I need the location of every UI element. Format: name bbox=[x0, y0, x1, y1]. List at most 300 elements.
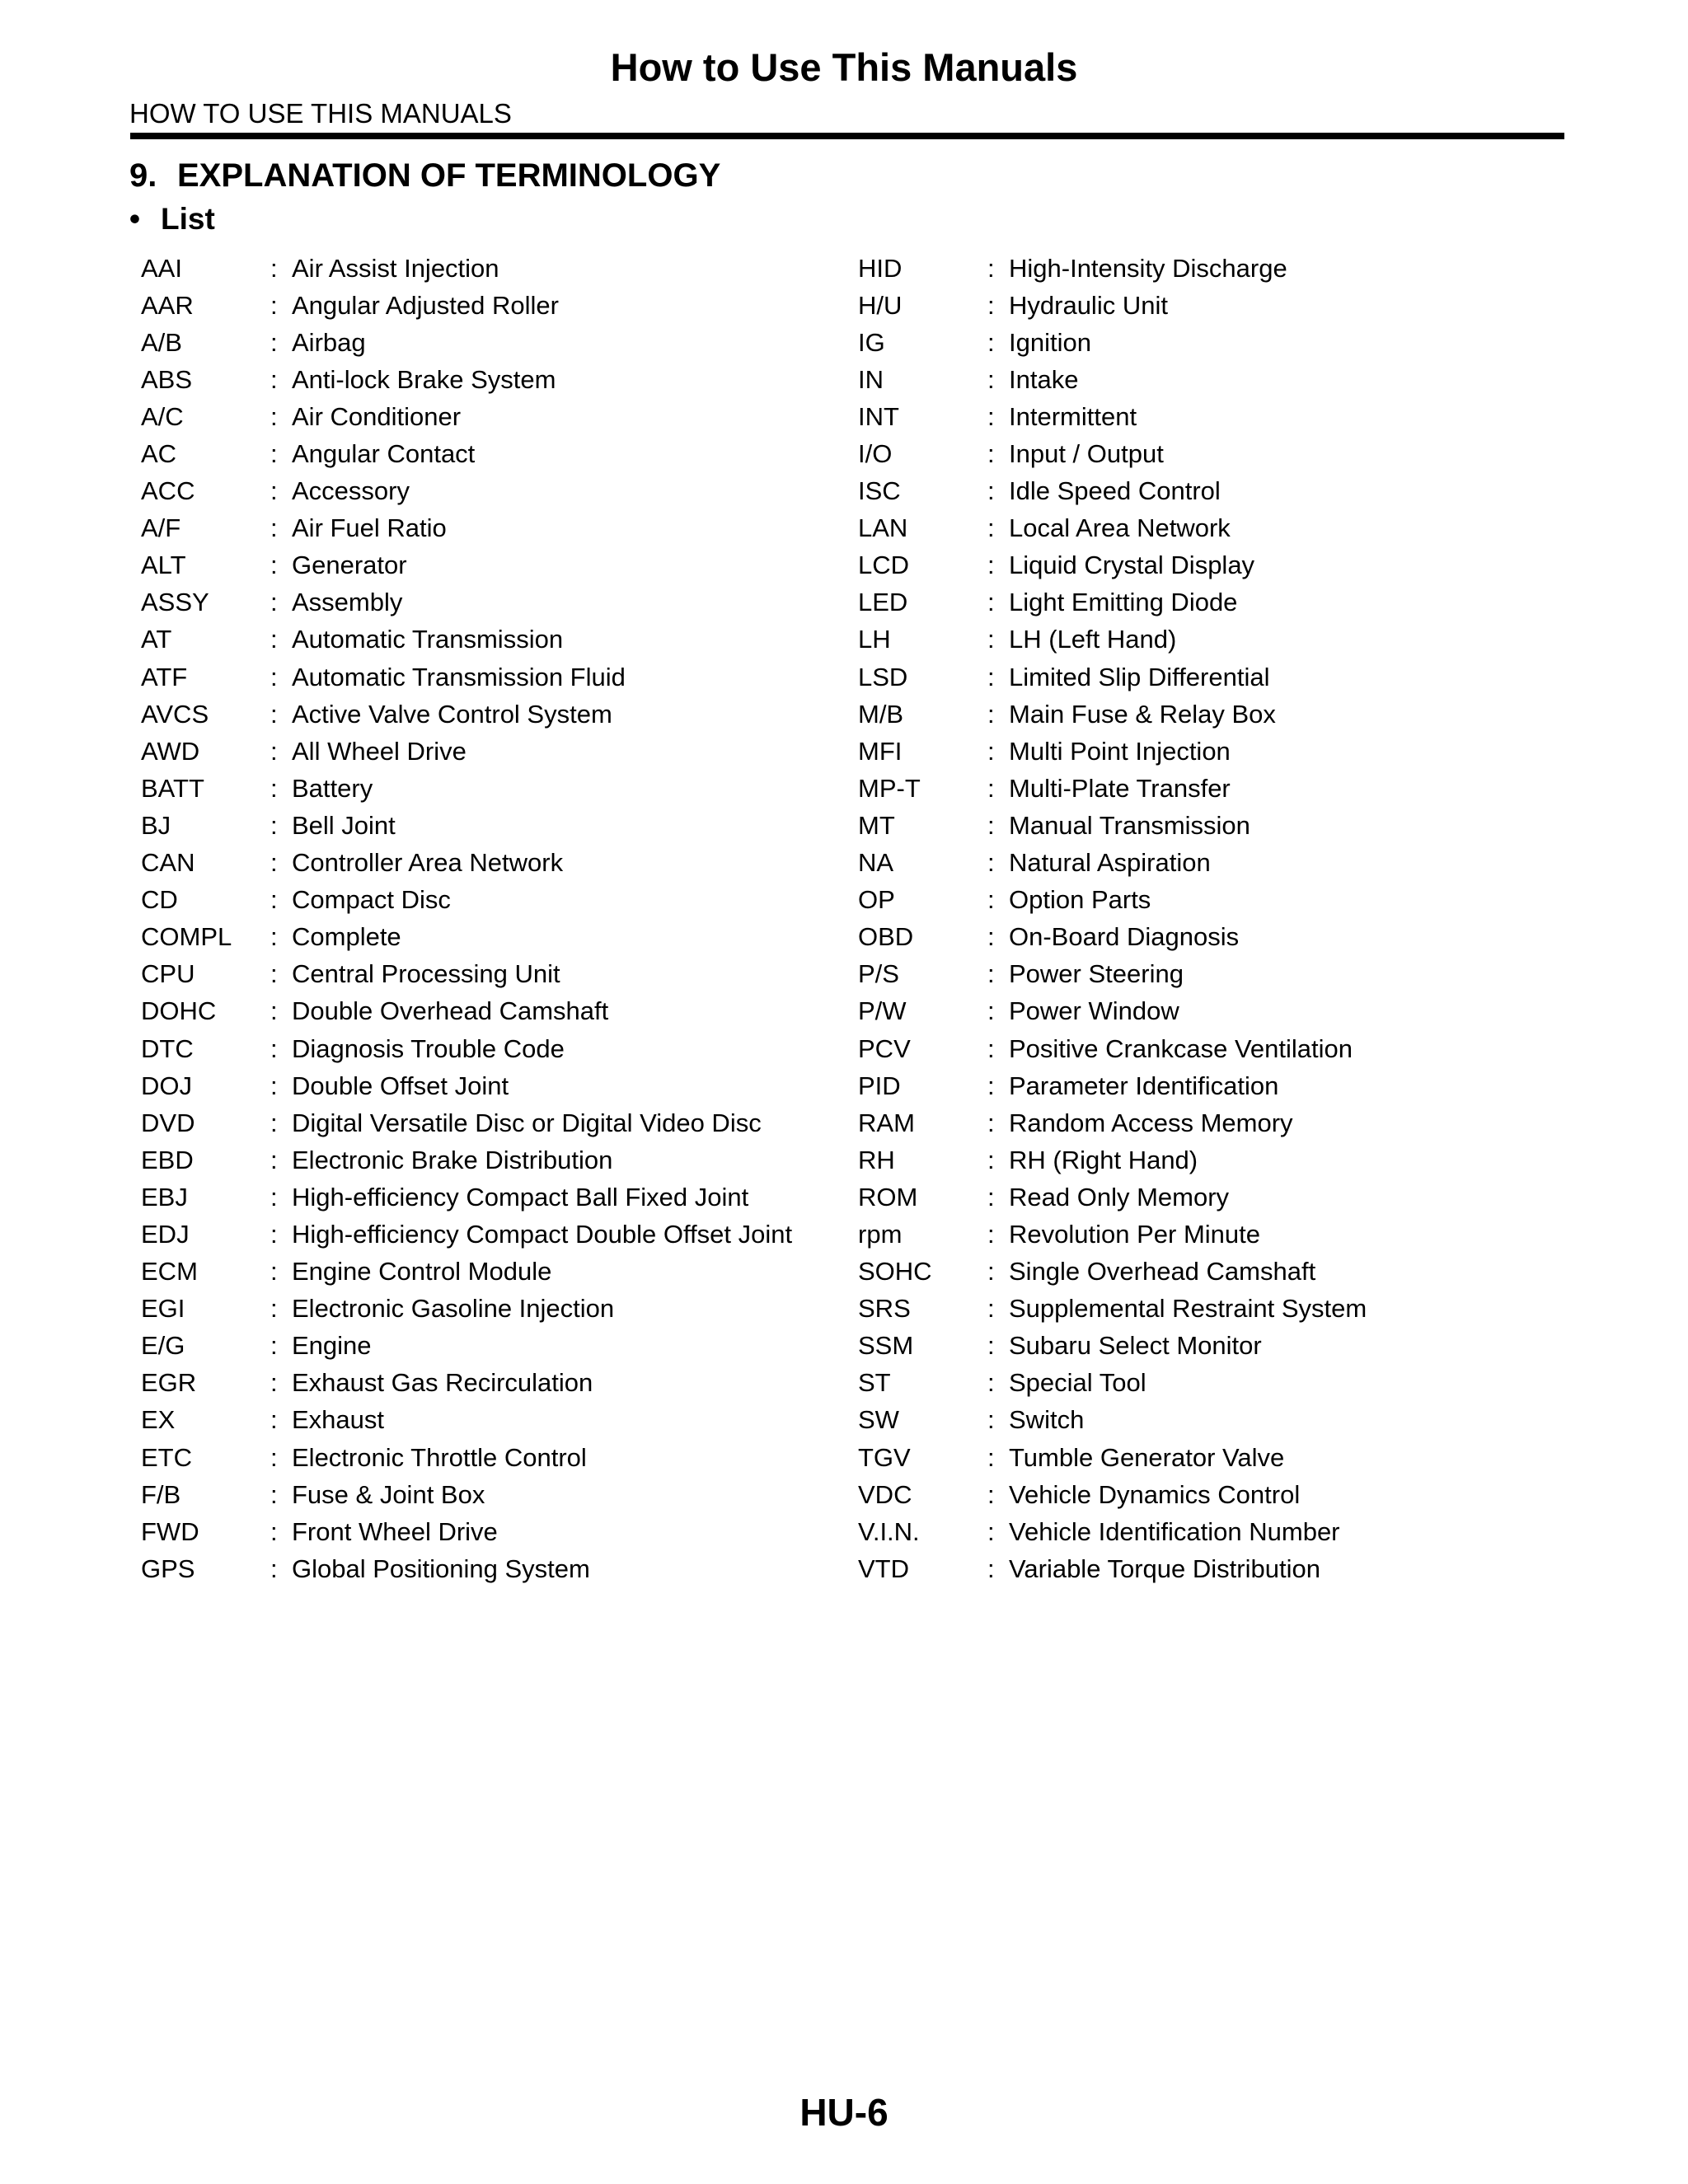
term-abbreviation: ACC bbox=[141, 476, 195, 506]
term-abbreviation: TGV bbox=[858, 1442, 911, 1472]
term-row bbox=[141, 919, 792, 956]
term-meaning: Tumble Generator Valve bbox=[1009, 1442, 1285, 1472]
term-separator: : bbox=[987, 551, 995, 580]
term-meaning: Electronic Throttle Control bbox=[292, 1442, 587, 1472]
term-row bbox=[858, 1141, 1367, 1179]
term-row bbox=[858, 1216, 1367, 1253]
term-separator: : bbox=[270, 1405, 278, 1435]
term-abbreviation: EBD bbox=[141, 1145, 194, 1174]
term-meaning: RH (Right Hand) bbox=[1009, 1145, 1198, 1174]
term-abbreviation: AAR bbox=[141, 290, 194, 320]
term-abbreviation: VTD bbox=[858, 1554, 909, 1583]
page-number: HU-6 bbox=[799, 2091, 889, 2134]
term-separator: : bbox=[987, 699, 995, 729]
term-row bbox=[858, 845, 1367, 882]
term-meaning: Battery bbox=[292, 773, 373, 803]
term-separator: : bbox=[987, 996, 995, 1026]
term-row bbox=[141, 1254, 792, 1291]
term-separator: : bbox=[987, 736, 995, 766]
term-abbreviation: BATT bbox=[141, 773, 204, 803]
term-row bbox=[141, 658, 792, 696]
term-row bbox=[858, 287, 1367, 324]
term-abbreviation: LH bbox=[858, 625, 891, 654]
term-row bbox=[858, 1328, 1367, 1365]
running-header: HOW TO USE THIS MANUALS bbox=[129, 98, 512, 129]
term-abbreviation: ETC bbox=[141, 1442, 192, 1472]
term-separator: : bbox=[987, 1145, 995, 1174]
term-separator: : bbox=[987, 1442, 995, 1472]
term-separator: : bbox=[987, 1479, 995, 1509]
term-abbreviation: SRS bbox=[858, 1294, 911, 1324]
term-separator: : bbox=[987, 1033, 995, 1063]
term-row bbox=[858, 807, 1367, 844]
term-row bbox=[141, 361, 792, 398]
term-row bbox=[858, 398, 1367, 435]
term-meaning: Automatic Transmission bbox=[292, 625, 564, 654]
term-meaning: Revolution Per Minute bbox=[1009, 1219, 1260, 1249]
term-separator: : bbox=[987, 327, 995, 357]
term-separator: : bbox=[987, 439, 995, 469]
term-separator: : bbox=[270, 1554, 278, 1583]
term-meaning: Double Offset Joint bbox=[292, 1071, 509, 1100]
term-abbreviation: INT bbox=[858, 401, 899, 431]
term-separator: : bbox=[270, 736, 278, 766]
term-meaning: Fuse & Joint Box bbox=[292, 1479, 485, 1509]
term-row bbox=[141, 1104, 792, 1141]
term-abbreviation: CD bbox=[141, 885, 178, 915]
term-row bbox=[858, 919, 1367, 956]
term-abbreviation: DOHC bbox=[141, 996, 217, 1026]
term-abbreviation: LED bbox=[858, 588, 908, 617]
term-abbreviation: AT bbox=[141, 625, 172, 654]
term-meaning: Subaru Select Monitor bbox=[1009, 1331, 1262, 1361]
term-row bbox=[141, 993, 792, 1030]
term-meaning: Switch bbox=[1009, 1405, 1085, 1435]
term-abbreviation: P/S bbox=[858, 959, 899, 989]
term-separator: : bbox=[270, 1219, 278, 1249]
term-meaning: Engine Control Module bbox=[292, 1257, 552, 1286]
term-separator: : bbox=[270, 1033, 278, 1063]
term-meaning: Natural Aspiration bbox=[1009, 848, 1211, 878]
term-meaning: Global Positioning System bbox=[292, 1554, 590, 1583]
term-meaning: Read Only Memory bbox=[1009, 1182, 1230, 1212]
term-meaning: Digital Versatile Disc or Digital Video Disc bbox=[292, 1108, 762, 1137]
page-title: How to Use This Manuals bbox=[610, 45, 1078, 89]
term-abbreviation: CAN bbox=[141, 848, 195, 878]
term-meaning: Air Conditioner bbox=[292, 401, 462, 431]
term-abbreviation: AWD bbox=[141, 736, 200, 766]
term-separator: : bbox=[987, 1294, 995, 1324]
term-meaning: Compact Disc bbox=[292, 885, 451, 915]
term-abbreviation: EX bbox=[141, 1405, 176, 1435]
term-separator: : bbox=[987, 364, 995, 394]
term-separator: : bbox=[270, 364, 278, 394]
term-meaning: Generator bbox=[292, 551, 407, 580]
term-row bbox=[141, 807, 792, 844]
term-abbreviation: F/B bbox=[141, 1479, 181, 1509]
term-abbreviation: A/C bbox=[141, 401, 184, 431]
term-row bbox=[141, 696, 792, 733]
term-separator: : bbox=[987, 1516, 995, 1546]
term-separator: : bbox=[987, 662, 995, 691]
term-meaning: Engine bbox=[292, 1331, 372, 1361]
term-separator: : bbox=[987, 253, 995, 283]
term-row bbox=[141, 1365, 792, 1402]
term-separator: : bbox=[270, 1294, 278, 1324]
term-abbreviation: M/B bbox=[858, 699, 904, 729]
term-abbreviation: P/W bbox=[858, 996, 907, 1026]
term-row bbox=[858, 1291, 1367, 1328]
term-separator: : bbox=[270, 551, 278, 580]
term-meaning: Electronic Gasoline Injection bbox=[292, 1294, 615, 1324]
term-row bbox=[858, 1402, 1367, 1439]
term-abbreviation: FWD bbox=[141, 1516, 199, 1546]
term-abbreviation: LAN bbox=[858, 513, 908, 543]
term-abbreviation: MT bbox=[858, 810, 895, 840]
term-separator: : bbox=[987, 1071, 995, 1100]
term-abbreviation: OBD bbox=[858, 922, 914, 952]
term-abbreviation: CPU bbox=[141, 959, 195, 989]
term-meaning: Power Steering bbox=[1009, 959, 1184, 989]
term-row bbox=[141, 435, 792, 472]
term-row bbox=[141, 1513, 792, 1550]
term-abbreviation: ECM bbox=[141, 1257, 198, 1286]
term-row bbox=[141, 621, 792, 658]
term-separator: : bbox=[987, 1219, 995, 1249]
term-meaning: Parameter Identification bbox=[1009, 1071, 1279, 1100]
term-abbreviation: EDJ bbox=[141, 1219, 190, 1249]
term-abbreviation: A/B bbox=[141, 327, 182, 357]
term-separator: : bbox=[270, 1442, 278, 1472]
term-separator: : bbox=[987, 810, 995, 840]
term-row bbox=[141, 250, 792, 287]
term-separator: : bbox=[270, 1108, 278, 1137]
term-meaning: Air Assist Injection bbox=[292, 253, 499, 283]
term-separator: : bbox=[270, 1257, 278, 1286]
term-meaning: Main Fuse & Relay Box bbox=[1009, 699, 1276, 729]
term-abbreviation: PCV bbox=[858, 1033, 911, 1063]
term-row bbox=[858, 1179, 1367, 1216]
term-separator: : bbox=[987, 290, 995, 320]
term-separator: : bbox=[270, 996, 278, 1026]
term-row bbox=[141, 1328, 792, 1365]
term-separator: : bbox=[987, 1405, 995, 1435]
term-meaning: Hydraulic Unit bbox=[1009, 290, 1168, 320]
term-abbreviation: HID bbox=[858, 253, 903, 283]
term-meaning: Supplemental Restraint System bbox=[1009, 1294, 1367, 1324]
term-separator: : bbox=[987, 513, 995, 543]
term-abbreviation: SOHC bbox=[858, 1257, 932, 1286]
term-row bbox=[858, 1030, 1367, 1067]
term-abbreviation: I/O bbox=[858, 439, 893, 469]
term-row bbox=[141, 287, 792, 324]
section-title: EXPLANATION OF TERMINOLOGY bbox=[177, 157, 721, 194]
term-row bbox=[858, 1550, 1367, 1587]
term-row bbox=[141, 584, 792, 621]
term-separator: : bbox=[270, 1331, 278, 1361]
term-abbreviation: PID bbox=[858, 1071, 901, 1100]
term-abbreviation: DTC bbox=[141, 1033, 194, 1063]
term-row bbox=[858, 435, 1367, 472]
term-row bbox=[141, 1550, 792, 1587]
term-abbreviation: ATF bbox=[141, 662, 188, 691]
term-meaning: Multi-Plate Transfer bbox=[1009, 773, 1231, 803]
term-row bbox=[858, 696, 1367, 733]
term-row bbox=[141, 1216, 792, 1253]
term-meaning: Light Emitting Diode bbox=[1009, 588, 1238, 617]
term-meaning: LH (Left Hand) bbox=[1009, 625, 1177, 654]
term-meaning: Idle Speed Control bbox=[1009, 476, 1221, 506]
term-meaning: Power Window bbox=[1009, 996, 1179, 1026]
term-abbreviation: ALT bbox=[141, 551, 186, 580]
term-meaning: Random Access Memory bbox=[1009, 1108, 1293, 1137]
term-separator: : bbox=[987, 773, 995, 803]
term-abbreviation: RAM bbox=[858, 1108, 915, 1137]
term-row bbox=[858, 993, 1367, 1030]
term-separator: : bbox=[270, 513, 278, 543]
term-meaning: Multi Point Injection bbox=[1009, 736, 1231, 766]
term-abbreviation: GPS bbox=[141, 1554, 195, 1583]
term-row bbox=[858, 658, 1367, 696]
term-row bbox=[141, 1402, 792, 1439]
term-abbreviation: AVCS bbox=[141, 699, 209, 729]
term-row bbox=[141, 733, 792, 770]
term-abbreviation: E/G bbox=[141, 1331, 185, 1361]
term-abbreviation: A/F bbox=[141, 513, 181, 543]
term-meaning: Anti-lock Brake System bbox=[292, 364, 556, 394]
header-divider bbox=[130, 133, 1564, 139]
term-meaning: Input / Output bbox=[1009, 439, 1164, 469]
term-row bbox=[858, 1067, 1367, 1104]
section-number: 9. bbox=[129, 157, 157, 194]
term-row bbox=[141, 845, 792, 882]
term-separator: : bbox=[270, 662, 278, 691]
term-row bbox=[858, 621, 1367, 658]
term-row bbox=[141, 1439, 792, 1476]
term-separator: : bbox=[987, 1257, 995, 1286]
term-meaning: Vehicle Dynamics Control bbox=[1009, 1479, 1301, 1509]
term-meaning: High-efficiency Compact Double Offset Joint bbox=[292, 1219, 793, 1249]
term-row bbox=[858, 510, 1367, 547]
term-meaning: Front Wheel Drive bbox=[292, 1516, 498, 1546]
term-meaning: High-efficiency Compact Ball Fixed Joint bbox=[292, 1182, 749, 1212]
term-separator: : bbox=[270, 625, 278, 654]
term-row bbox=[858, 584, 1367, 621]
term-row bbox=[141, 398, 792, 435]
term-abbreviation: BJ bbox=[141, 810, 171, 840]
term-separator: : bbox=[987, 1108, 995, 1137]
terminology-list-left bbox=[141, 250, 792, 1587]
term-separator: : bbox=[270, 848, 278, 878]
term-row bbox=[858, 473, 1367, 510]
term-meaning: Intake bbox=[1009, 364, 1079, 394]
term-meaning: Single Overhead Camshaft bbox=[1009, 1257, 1316, 1286]
term-separator: : bbox=[270, 959, 278, 989]
term-meaning: Air Fuel Ratio bbox=[292, 513, 447, 543]
term-meaning: Assembly bbox=[292, 588, 403, 617]
terminology-list-right bbox=[858, 250, 1367, 1587]
term-meaning: Exhaust bbox=[292, 1405, 385, 1435]
term-separator: : bbox=[270, 810, 278, 840]
term-separator: : bbox=[270, 1071, 278, 1100]
term-row bbox=[858, 1254, 1367, 1291]
term-row bbox=[141, 770, 792, 807]
term-abbreviation: AAI bbox=[141, 253, 182, 283]
term-separator: : bbox=[987, 476, 995, 506]
term-abbreviation: MP-T bbox=[858, 773, 921, 803]
term-abbreviation: SW bbox=[858, 1405, 899, 1435]
term-abbreviation: COMPL bbox=[141, 922, 232, 952]
term-abbreviation: LCD bbox=[858, 551, 910, 580]
term-abbreviation: NA bbox=[858, 848, 894, 878]
term-meaning: Variable Torque Distribution bbox=[1009, 1554, 1320, 1583]
term-abbreviation: H/U bbox=[858, 290, 903, 320]
term-separator: : bbox=[270, 1479, 278, 1509]
term-abbreviation: ROM bbox=[858, 1182, 918, 1212]
term-separator: : bbox=[270, 922, 278, 952]
term-separator: : bbox=[270, 699, 278, 729]
term-separator: : bbox=[987, 588, 995, 617]
term-separator: : bbox=[270, 588, 278, 617]
term-abbreviation: rpm bbox=[858, 1219, 903, 1249]
term-row bbox=[141, 1030, 792, 1067]
term-separator: : bbox=[270, 1368, 278, 1398]
term-meaning: High-Intensity Discharge bbox=[1009, 253, 1287, 283]
term-meaning: Electronic Brake Distribution bbox=[292, 1145, 613, 1174]
term-meaning: Ignition bbox=[1009, 327, 1091, 357]
term-meaning: Local Area Network bbox=[1009, 513, 1231, 543]
term-row bbox=[141, 547, 792, 584]
term-meaning: All Wheel Drive bbox=[292, 736, 467, 766]
term-row bbox=[141, 1067, 792, 1104]
term-abbreviation: DVD bbox=[141, 1108, 195, 1137]
term-abbreviation: LSD bbox=[858, 662, 908, 691]
term-row bbox=[858, 361, 1367, 398]
term-row bbox=[141, 1141, 792, 1179]
subsection-heading bbox=[129, 199, 215, 239]
term-separator: : bbox=[987, 1554, 995, 1583]
bullet-icon: • bbox=[129, 202, 140, 236]
term-abbreviation: OP bbox=[858, 885, 895, 915]
term-row bbox=[858, 733, 1367, 770]
term-row bbox=[141, 956, 792, 993]
term-separator: : bbox=[987, 922, 995, 952]
term-meaning: Manual Transmission bbox=[1009, 810, 1250, 840]
term-meaning: Bell Joint bbox=[292, 810, 396, 840]
term-meaning: Intermittent bbox=[1009, 401, 1137, 431]
term-separator: : bbox=[987, 401, 995, 431]
term-abbreviation: MFI bbox=[858, 736, 903, 766]
term-separator: : bbox=[987, 959, 995, 989]
term-row bbox=[141, 1476, 792, 1513]
term-meaning: Automatic Transmission Fluid bbox=[292, 662, 626, 691]
term-abbreviation: IG bbox=[858, 327, 885, 357]
term-separator: : bbox=[270, 439, 278, 469]
term-row bbox=[858, 1476, 1367, 1513]
term-abbreviation: DOJ bbox=[141, 1071, 192, 1100]
term-row bbox=[858, 956, 1367, 993]
term-separator: : bbox=[270, 773, 278, 803]
term-separator: : bbox=[270, 1516, 278, 1546]
term-abbreviation: RH bbox=[858, 1145, 895, 1174]
term-meaning: Accessory bbox=[292, 476, 410, 506]
term-meaning: Central Processing Unit bbox=[292, 959, 560, 989]
term-separator: : bbox=[270, 1145, 278, 1174]
term-separator: : bbox=[987, 1368, 995, 1398]
term-meaning: Liquid Crystal Display bbox=[1009, 551, 1255, 580]
term-row bbox=[858, 882, 1367, 919]
term-abbreviation: ISC bbox=[858, 476, 901, 506]
term-separator: : bbox=[987, 625, 995, 654]
term-meaning: Complete bbox=[292, 922, 401, 952]
term-row bbox=[858, 1439, 1367, 1476]
term-separator: : bbox=[270, 401, 278, 431]
term-separator: : bbox=[270, 885, 278, 915]
section-heading bbox=[129, 155, 720, 196]
term-abbreviation: ST bbox=[858, 1368, 891, 1398]
term-row bbox=[141, 1179, 792, 1216]
term-abbreviation: SSM bbox=[858, 1331, 914, 1361]
term-separator: : bbox=[270, 290, 278, 320]
term-abbreviation: VDC bbox=[858, 1479, 912, 1509]
term-abbreviation: ASSY bbox=[141, 588, 209, 617]
term-row bbox=[141, 510, 792, 547]
term-row bbox=[858, 547, 1367, 584]
term-meaning: Controller Area Network bbox=[292, 848, 564, 878]
term-separator: : bbox=[270, 327, 278, 357]
term-meaning: Option Parts bbox=[1009, 885, 1151, 915]
term-row bbox=[141, 324, 792, 361]
term-row bbox=[858, 1365, 1367, 1402]
term-meaning: On-Board Diagnosis bbox=[1009, 922, 1240, 952]
term-meaning: Angular Adjusted Roller bbox=[292, 290, 559, 320]
term-abbreviation: EGR bbox=[141, 1368, 197, 1398]
term-row bbox=[858, 1513, 1367, 1550]
term-meaning: Double Overhead Camshaft bbox=[292, 996, 609, 1026]
term-abbreviation: EBJ bbox=[141, 1182, 188, 1212]
term-separator: : bbox=[987, 885, 995, 915]
term-meaning: Special Tool bbox=[1009, 1368, 1146, 1398]
subsection-title: List bbox=[161, 202, 215, 236]
term-separator: : bbox=[987, 1331, 995, 1361]
term-separator: : bbox=[987, 1182, 995, 1212]
term-meaning: Positive Crankcase Ventilation bbox=[1009, 1033, 1353, 1063]
term-meaning: Diagnosis Trouble Code bbox=[292, 1033, 565, 1063]
term-abbreviation: AC bbox=[141, 439, 177, 469]
term-row bbox=[858, 770, 1367, 807]
term-separator: : bbox=[270, 1182, 278, 1212]
term-meaning: Limited Slip Differential bbox=[1009, 662, 1270, 691]
term-meaning: Airbag bbox=[292, 327, 366, 357]
term-row bbox=[141, 473, 792, 510]
term-separator: : bbox=[270, 476, 278, 506]
term-separator: : bbox=[987, 848, 995, 878]
term-meaning: Angular Contact bbox=[292, 439, 476, 469]
term-meaning: Active Valve Control System bbox=[292, 699, 612, 729]
term-separator: : bbox=[270, 253, 278, 283]
term-meaning: Exhaust Gas Recirculation bbox=[292, 1368, 593, 1398]
term-row bbox=[141, 1291, 792, 1328]
term-row bbox=[858, 324, 1367, 361]
term-abbreviation: IN bbox=[858, 364, 884, 394]
term-meaning: Vehicle Identification Number bbox=[1009, 1516, 1340, 1546]
term-abbreviation: ABS bbox=[141, 364, 193, 394]
term-row bbox=[141, 882, 792, 919]
term-row bbox=[858, 1104, 1367, 1141]
term-abbreviation: V.I.N. bbox=[858, 1516, 920, 1546]
term-abbreviation: EGI bbox=[141, 1294, 185, 1324]
term-row bbox=[858, 250, 1367, 287]
